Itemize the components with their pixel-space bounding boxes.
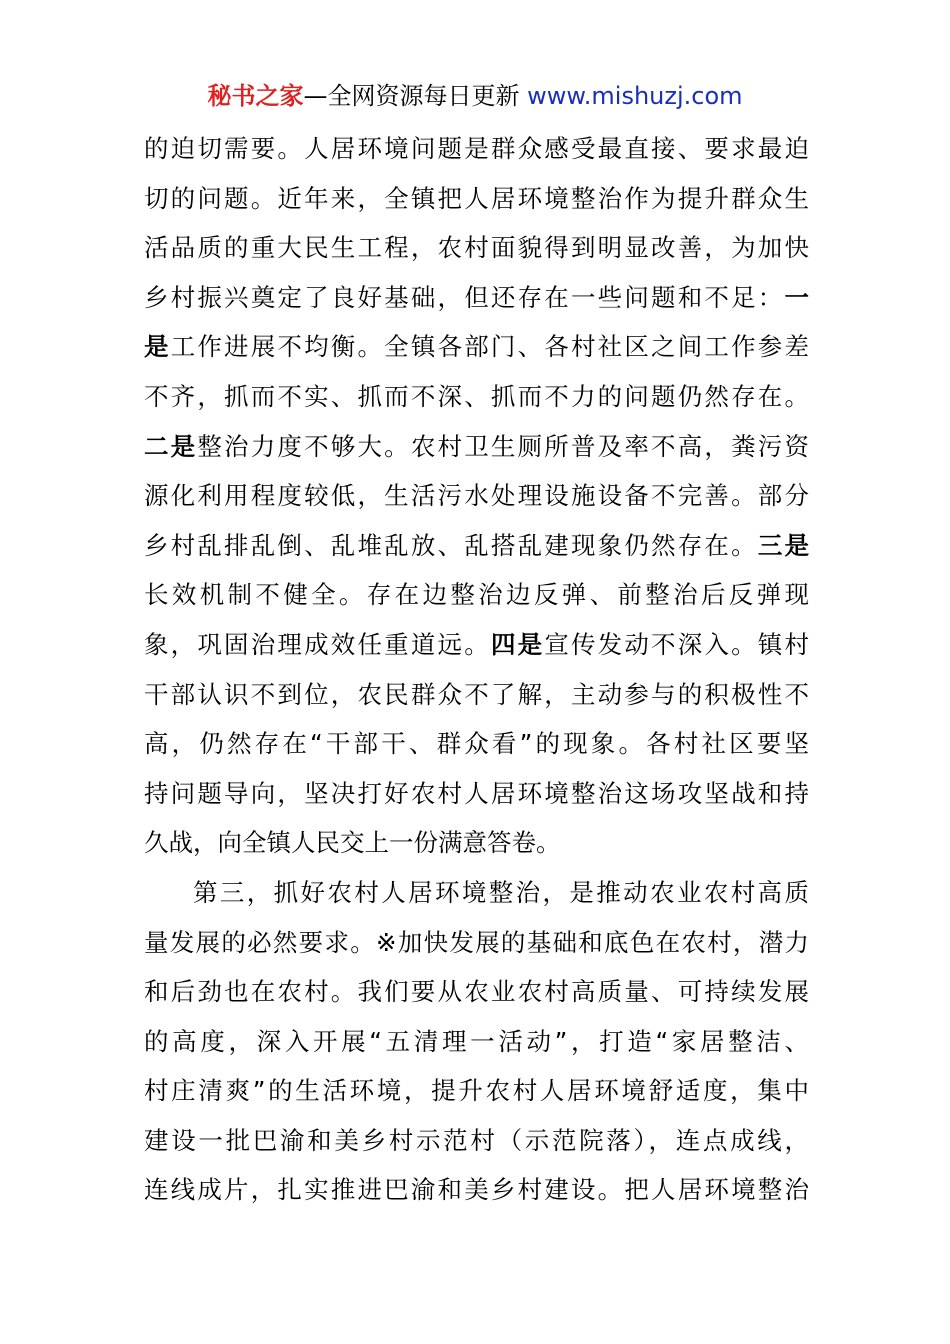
text-line: 村庄清爽”的生活环境，提升农村人居环境舒适度，集中 bbox=[144, 1076, 809, 1106]
document-body bbox=[144, 124, 809, 1215]
text-run: 宣传发动不深入。镇村 bbox=[544, 629, 809, 659]
text-line bbox=[144, 273, 809, 323]
header-tagline: —全网资源每日更新 bbox=[303, 82, 528, 110]
emphasis-fourth: 四是 bbox=[490, 629, 545, 659]
paragraph-start-line: 第三，抓好农村人居环境整治，是推动农业农村高质 bbox=[193, 877, 809, 907]
text-line: 活品质的重大民生工程，农村面貌得到明显改善，为加快 bbox=[144, 233, 809, 263]
emphasis-first-cont: 是 bbox=[144, 332, 171, 362]
text-line: 连线成片，扎实推进巴渝和美乡村建设。把人居环境整治 bbox=[144, 1175, 809, 1205]
site-url-link[interactable]: www.mishuzj.com bbox=[527, 82, 743, 110]
text-line bbox=[144, 620, 809, 670]
emphasis-second: 二是 bbox=[144, 431, 198, 461]
text-line: 和后劲也在农村。我们要从农业农村高质量、可持续发展 bbox=[144, 977, 809, 1007]
text-run: 工作进展不均衡。全镇各部门、各村社区之间工作参差 bbox=[170, 332, 809, 362]
text-line: 高，仍然存在“干部干、群众看”的现象。各村社区要坚 bbox=[144, 729, 809, 759]
brand-name: 秘书之家 bbox=[207, 82, 304, 110]
text-line: 量发展的必然要求。※加快发展的基础和底色在农村，潜力 bbox=[144, 927, 809, 957]
text-line: 源化利用程度较低，生活污水处理设施设备不完善。部分 bbox=[144, 481, 809, 511]
text-line bbox=[144, 422, 809, 472]
site-header bbox=[0, 78, 950, 114]
text-line: 干部认识不到位，农民群众不了解，主动参与的积极性不 bbox=[144, 679, 809, 709]
text-line bbox=[144, 322, 809, 372]
text-line: 不齐，抓而不实、抓而不深、抓而不力的问题仍然存在。 bbox=[144, 381, 809, 411]
text-run: 象，巩固治理成效任重道远。 bbox=[144, 629, 491, 659]
text-line: 的迫切需要。人居环境问题是群众感受最直接、要求最迫 bbox=[144, 134, 809, 163]
text-line bbox=[144, 521, 809, 571]
text-run: 乡村振兴奠定了良好基础，但还存在一些问题和不足： bbox=[144, 282, 785, 312]
text-run: 整治力度不够大。农村卫生厕所普及率不高，粪污资 bbox=[197, 431, 809, 461]
text-line: 持问题导向，坚决打好农村人居环境整治这场攻坚战和持 bbox=[144, 778, 809, 808]
text-line: 的高度，深入开展“五清理一活动”，打造“家居整洁、 bbox=[144, 1026, 809, 1056]
text-line: 长效机制不健全。存在边整治边反弹、前整治后反弹现 bbox=[144, 580, 809, 610]
text-line: 久战，向全镇人民交上一份满意答卷。 bbox=[144, 828, 561, 858]
emphasis-third: 三是 bbox=[757, 530, 809, 560]
text-line: 切的问题。近年来，全镇把人居环境整治作为提升群众生 bbox=[144, 183, 809, 213]
text-run: 乡村乱排乱倒、乱堆乱放、乱搭乱建现象仍然存在。 bbox=[144, 530, 758, 560]
text-line: 建设一批巴渝和美乡村示范村（示范院落），连点成线， bbox=[144, 1125, 809, 1155]
emphasis-first: 一 bbox=[784, 282, 809, 312]
